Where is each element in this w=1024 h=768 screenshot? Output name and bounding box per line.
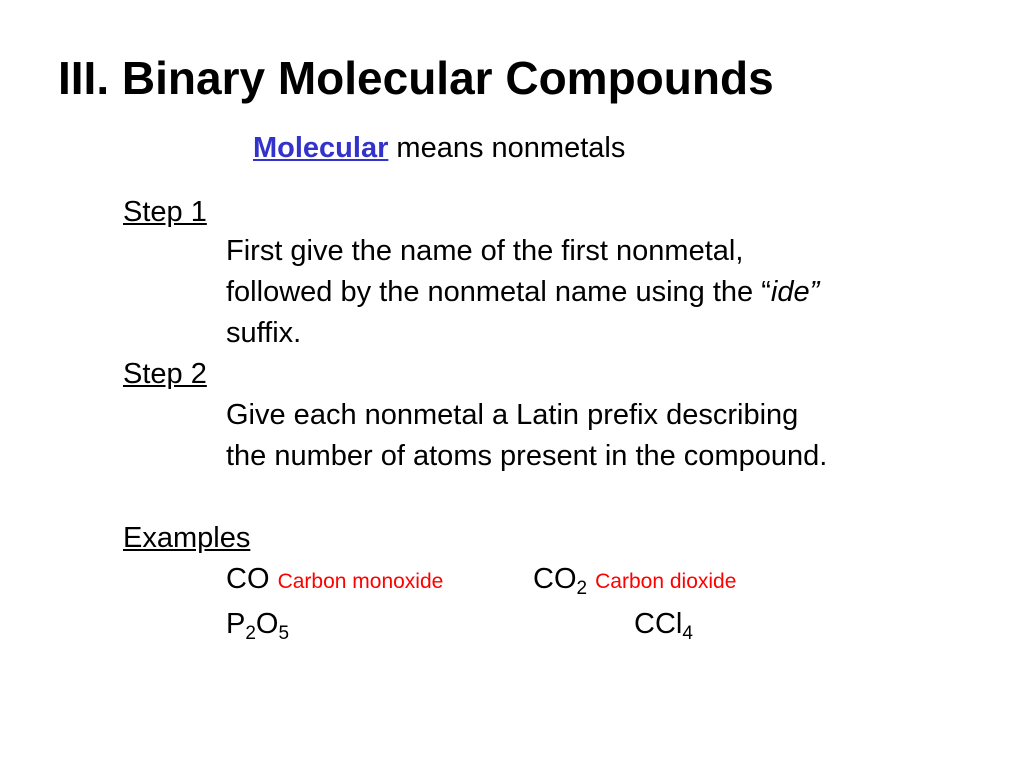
slide-title: III. Binary Molecular Compounds [58, 52, 774, 104]
subtitle [253, 130, 625, 166]
ide-suffix: ide” [770, 276, 820, 308]
step2-label: Step 2 [123, 358, 207, 390]
ccl4-subscript: 4 [682, 623, 693, 644]
example-ccl4 [634, 606, 693, 642]
step1-line2 [226, 274, 819, 310]
co2-name: Carbon dioxide [595, 570, 737, 593]
co-formula: CO [226, 563, 270, 595]
o-subscript: 5 [278, 623, 290, 644]
p-subscript: 2 [245, 623, 256, 644]
step1-line2-text: followed by the nonmetal name using the “ [226, 276, 771, 308]
p-symbol: P [226, 608, 246, 640]
co-name: Carbon monoxide [277, 570, 444, 593]
example-p2o5 [226, 606, 289, 642]
example-co2 [533, 561, 736, 600]
co2-subscript: 2 [576, 578, 588, 599]
ccl4-formula: CCl [634, 608, 683, 640]
step2-line1: Give each nonmetal a Latin prefix describing [226, 399, 799, 431]
step1-label: Step 1 [123, 196, 207, 228]
molecular-link[interactable]: Molecular [253, 132, 389, 164]
co2-formula: CO [533, 563, 577, 595]
step2-line2: the number of atoms present in the compound. [226, 440, 828, 472]
example-co [226, 561, 443, 600]
step1-line3: suffix. [226, 317, 302, 349]
examples-label: Examples [123, 522, 251, 554]
subtitle-rest: means nonmetals [388, 132, 626, 164]
o-symbol: O [255, 608, 279, 640]
step1-line1: First give the name of the first nonmetal, [226, 235, 744, 267]
